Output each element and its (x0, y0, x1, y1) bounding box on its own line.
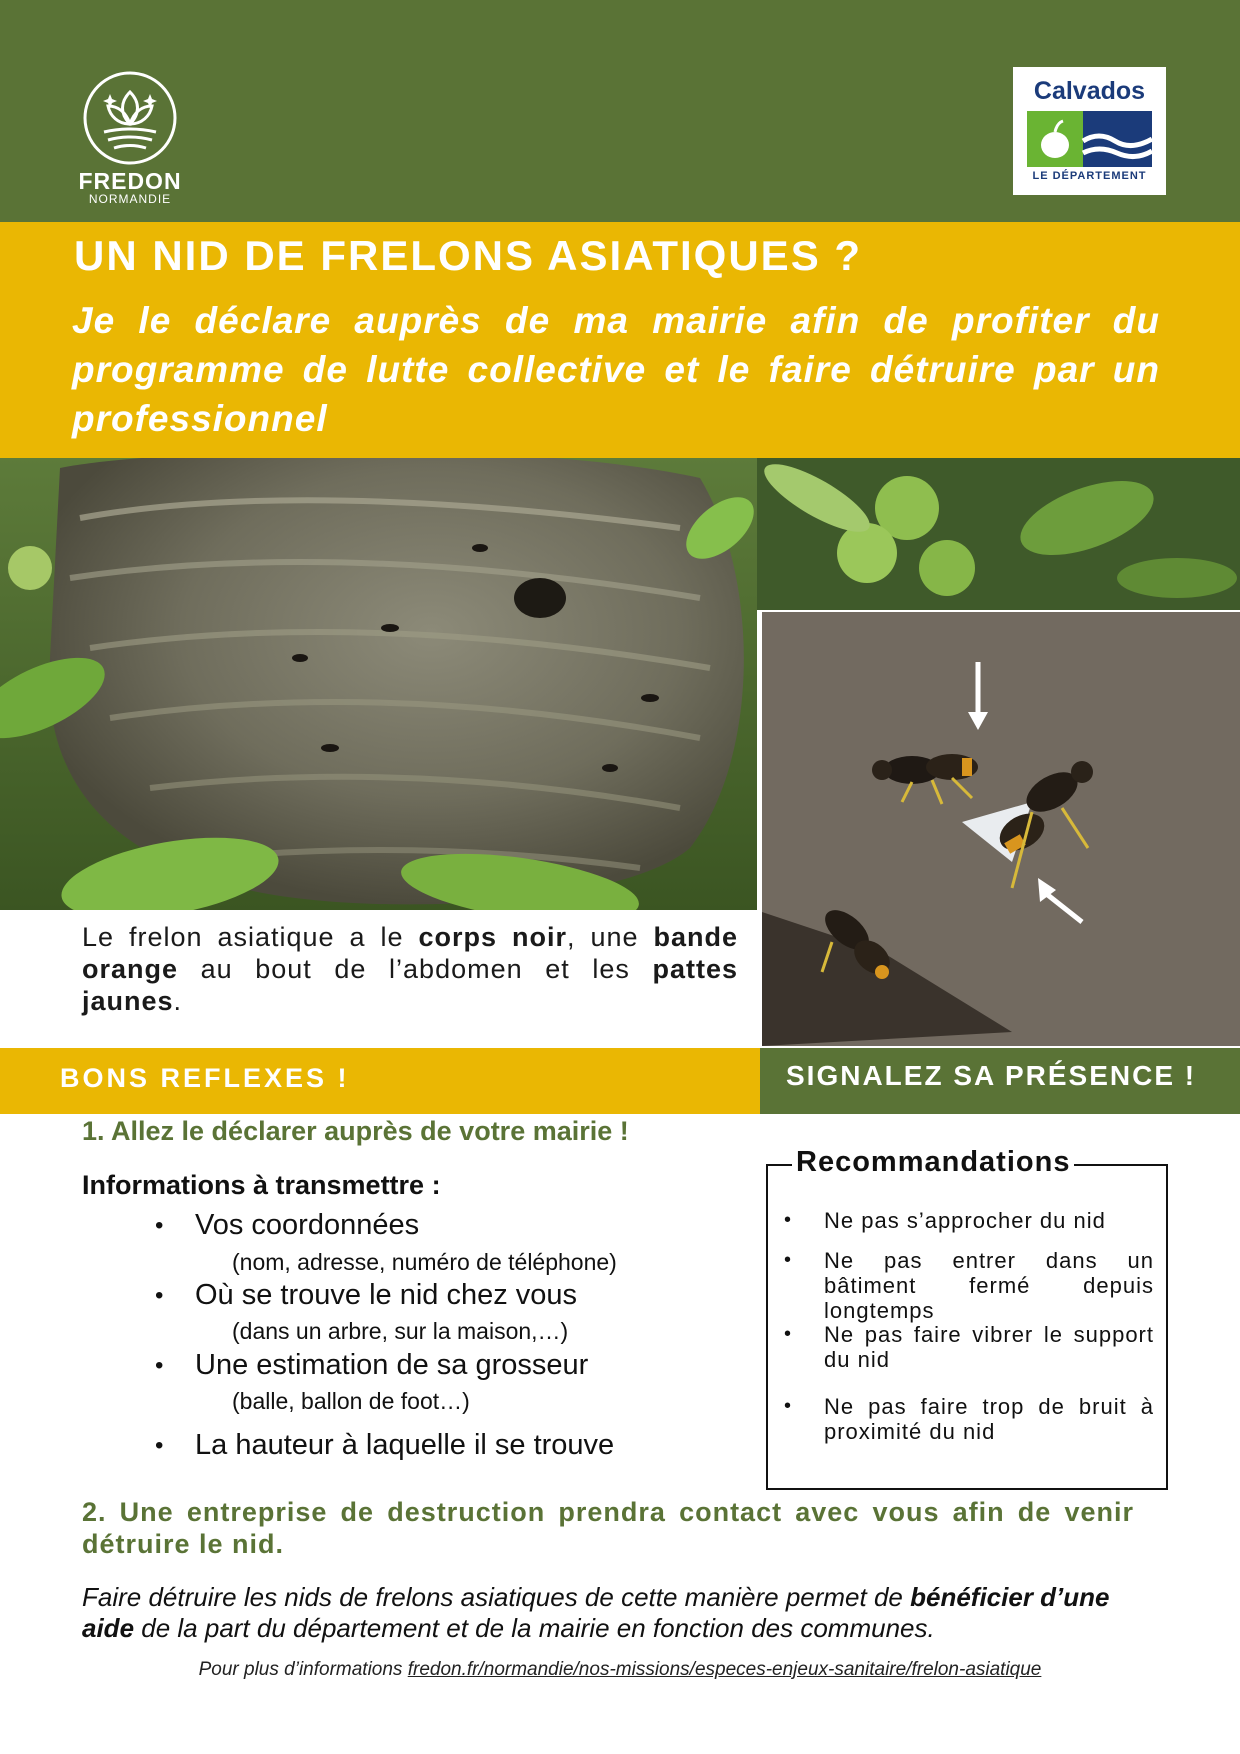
hornet-description (82, 921, 738, 1017)
fredon-name: FREDON (78, 168, 182, 194)
list-item-detail: (dans un arbre, sur la maison,…) (232, 1318, 569, 1344)
list-item-detail: (balle, ballon de foot…) (232, 1388, 470, 1414)
asian-hornets-photo (760, 610, 1240, 1048)
funding-note (82, 1582, 1142, 1644)
page-subtitle: Je le déclare auprès de ma mairie afin de profiter du programme de lutte collective et le faire détruire par un professionnel (72, 300, 1160, 439)
recommendation-text: • Ne pas faire trop de bruit à proximité du nid (824, 1394, 1154, 1444)
fredon-logo (72, 70, 188, 208)
note-text-2: de la part du département et de la mairie en fonction des communes. (134, 1613, 935, 1643)
recommendation-text: • Ne pas s’approcher du nid (824, 1208, 1106, 1233)
recommendation-item (784, 1248, 1154, 1323)
calvados-name: Calvados (1033, 77, 1146, 105)
desc-text-4: . (173, 986, 183, 1016)
desc-text-1: Le frelon asiatique a le (82, 922, 419, 952)
note-bold: bénéficier d’une aide (82, 1582, 1110, 1643)
recommendations-title: Recommandations (792, 1146, 1074, 1179)
step-1-title: 1. Allez le déclarer auprès de votre mairie ! (82, 1116, 629, 1146)
more-info-link[interactable]: fredon.fr/normandie/nos-missions/especes-enjeux-sanitaire/frelon-asiatique (407, 1659, 1042, 1680)
list-item-label: Une estimation de sa grosseur (195, 1349, 589, 1381)
list-item-label: Où se trouve le nid chez vous (195, 1279, 578, 1311)
recommendation-text: • Ne pas faire vibrer le support du nid (824, 1322, 1154, 1372)
recommendation-item (784, 1208, 1154, 1233)
calvados-subtitle: LE DÉPARTEMENT (1032, 170, 1147, 182)
recommendation-item (784, 1322, 1154, 1372)
hornet-nest-photo (0, 458, 757, 910)
recommendation-text: • Ne pas entrer dans un bâtiment fermé depuis longtemps (824, 1248, 1154, 1323)
calvados-logo (1013, 67, 1166, 195)
step-2-title: 2. Une entreprise de destruction prendra contact avec vous afin de venir détruire le nid. (82, 1497, 1134, 1559)
more-info-footer (0, 1659, 1240, 1681)
desc-bold-1: corps noir (418, 922, 567, 952)
fredon-region: NORMANDIE (88, 192, 172, 206)
recommendation-item (784, 1394, 1154, 1444)
report-presence-title: SIGNALEZ SA PRÉSENCE ! (786, 1060, 1197, 1091)
apple-tree-foliage-photo (757, 458, 1240, 610)
info-to-transmit-title: Informations à transmettre : (82, 1170, 441, 1200)
good-reflexes-title: BONS REFLEXES ! (60, 1063, 350, 1093)
desc-text-2: , une (566, 922, 654, 952)
list-item-label: La hauteur à laquelle il se trouve (195, 1429, 615, 1461)
desc-bold-3: pattes jaunes (82, 954, 738, 1016)
note-text-1: Faire détruire les nids de frelons asiatiques de cette manière permet de (82, 1582, 911, 1612)
list-item-detail: (nom, adresse, numéro de téléphone) (232, 1249, 617, 1275)
desc-bold-2: bande orange (82, 922, 738, 984)
page-title: UN NID DE FRELONS ASIATIQUES ? (74, 232, 863, 279)
desc-text-3: au bout de l’abdomen et les (178, 954, 653, 984)
list-item-label: Vos coordonnées (195, 1209, 420, 1241)
fredon-emblem-icon (82, 70, 178, 166)
more-info-prefix: Pour plus d’informations (198, 1659, 408, 1680)
calvados-apple-wave-icon (1027, 111, 1152, 167)
